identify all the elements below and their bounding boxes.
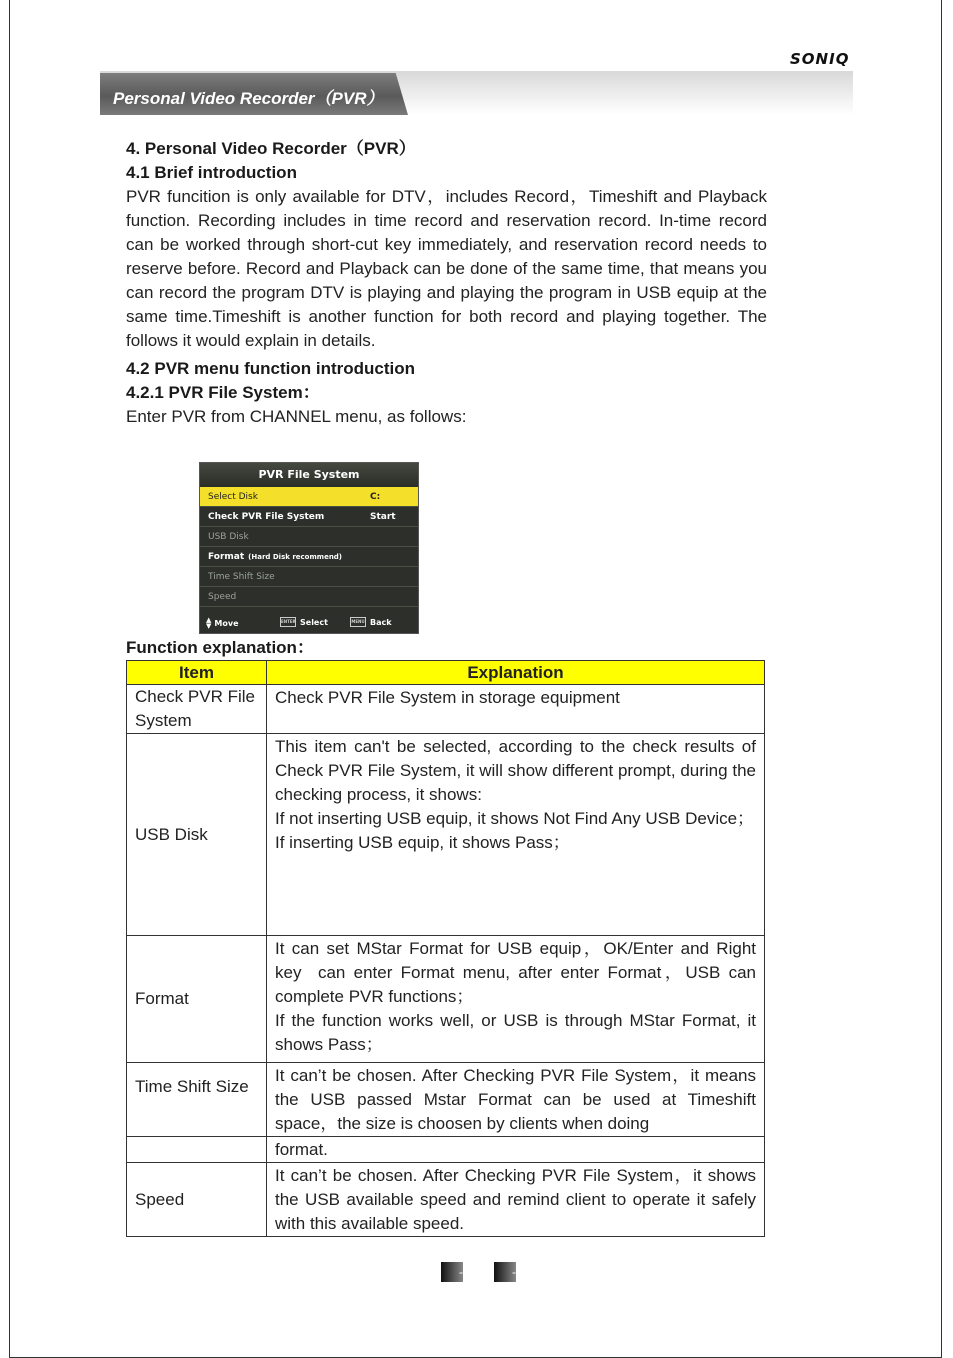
menu-row-label: Time Shift Size — [208, 572, 275, 582]
table-cell-item — [127, 1137, 267, 1163]
table-row — [127, 1137, 765, 1163]
explanation-text: If not inserting USB equip, it shows Not Find Any USB Device； — [275, 809, 755, 828]
menu-row-label: Select Disk — [208, 492, 258, 502]
table-row — [127, 936, 765, 1063]
header-explanation: Explanation — [267, 661, 765, 685]
header-title: Personal Video Recorder（PVR） — [113, 89, 384, 108]
enter-key-icon: ENTER — [280, 617, 296, 627]
table-cell-explanation: format. — [267, 1137, 765, 1163]
up-down-arrow-icon: ▲ ▼ — [206, 616, 212, 630]
table-cell-explanation — [267, 734, 765, 936]
function-explanation-label: Function explanation： — [126, 638, 314, 657]
table-row — [127, 1163, 765, 1237]
menu-row-value: C: — [370, 492, 381, 502]
menu-row-label: USB Disk — [208, 532, 249, 542]
explanation-text: If inserting USB equip, it shows Pass； — [275, 833, 570, 852]
menu-row-usb-disk — [200, 527, 418, 547]
pvr-menu-screenshot — [199, 462, 419, 634]
menu-row-select-disk — [200, 487, 418, 507]
footer-move — [206, 617, 239, 629]
table-cell-item: Check PVR File System — [127, 685, 267, 734]
explanation-table — [126, 660, 765, 1237]
table-cell-item: Format — [127, 936, 267, 1063]
menu-row-label: Format — [208, 552, 245, 562]
brand-logo: SONIQ — [790, 50, 850, 68]
page-mark-right: - — [494, 1262, 516, 1282]
explanation-text: This item can't be selected, according to the check results of Check PVR File System, it will show different prompt, during the checking process, it shows: — [275, 737, 756, 804]
menu-title: PVR File System — [200, 463, 418, 487]
subheading-brief: 4.1 Brief introduction — [126, 163, 297, 182]
menu-row-check-pvr — [200, 507, 418, 527]
table-cell-explanation: It can’t be chosen. After Checking PVR File System，it shows the USB available speed and remind client to operate it safely with this available speed. — [267, 1163, 765, 1237]
header-item: Item — [127, 661, 267, 685]
intro-paragraph: PVR funcition is only available for DTV，includes Record，Timeshift and Playback function. Recording includes in time record and reservation record. In-time record can be worked through short-cut key immediately, and reservation record needs to reserve before. Record and Playback can be done of the same time, that means you can record the program DTV is playing and playing the program in USB equip at the same time.Timeshift is another function for both record and playing together. The follows it would explain in details. — [126, 187, 767, 350]
menu-row-label: Speed — [208, 592, 237, 602]
section-heading: 4. Personal Video Recorder（PVR） — [126, 139, 416, 158]
menu-row-format — [200, 547, 418, 567]
table-cell-item: Speed — [127, 1163, 267, 1237]
enter-instruction: Enter PVR from CHANNEL menu, as follows: — [126, 407, 467, 426]
table-header-row — [127, 661, 765, 685]
menu-key-icon: MENU — [350, 617, 366, 627]
footer-move-label: Move — [214, 618, 239, 628]
table-cell-item: Time Shift Size — [127, 1063, 267, 1137]
menu-row-value: Start — [370, 512, 396, 522]
footer-select-label: Select — [300, 617, 328, 627]
footer-back-label: Back — [370, 617, 392, 627]
table-row — [127, 685, 765, 734]
menu-row-note: (Hard Disk recommend) — [248, 553, 343, 561]
table-cell-explanation — [267, 936, 765, 1063]
menu-footer — [200, 610, 418, 634]
table-row — [127, 734, 765, 936]
footer-select — [280, 617, 328, 627]
main-content — [126, 137, 767, 429]
table-cell-explanation: It can’t be chosen. After Checking PVR File System，it means the USB passed Mstar Format can be used at Timeshift space，the size is choosen by clients when doing — [267, 1063, 765, 1137]
table-cell-explanation: Check PVR File System in storage equipment — [267, 685, 765, 734]
subheading-menu: 4.2 PVR menu function introduction — [126, 359, 415, 378]
subheading-file-system: 4.2.1 PVR File System： — [126, 383, 320, 402]
menu-row-speed — [200, 587, 418, 607]
footer-back — [350, 617, 392, 627]
menu-row-time-shift — [200, 567, 418, 587]
explanation-text: It can set MStar Format for USB equip，OK/Enter and Right key can enter Format menu, after enter Format，USB can complete PVR functions； — [275, 939, 756, 1006]
page-mark-left: - — [441, 1262, 463, 1282]
explanation-text: If the function works well, or USB is through MStar Format, it shows Pass； — [275, 1011, 756, 1054]
table-cell-item: USB Disk — [127, 734, 267, 936]
table-row — [127, 1063, 765, 1137]
menu-row-label: Check PVR File System — [208, 512, 325, 522]
